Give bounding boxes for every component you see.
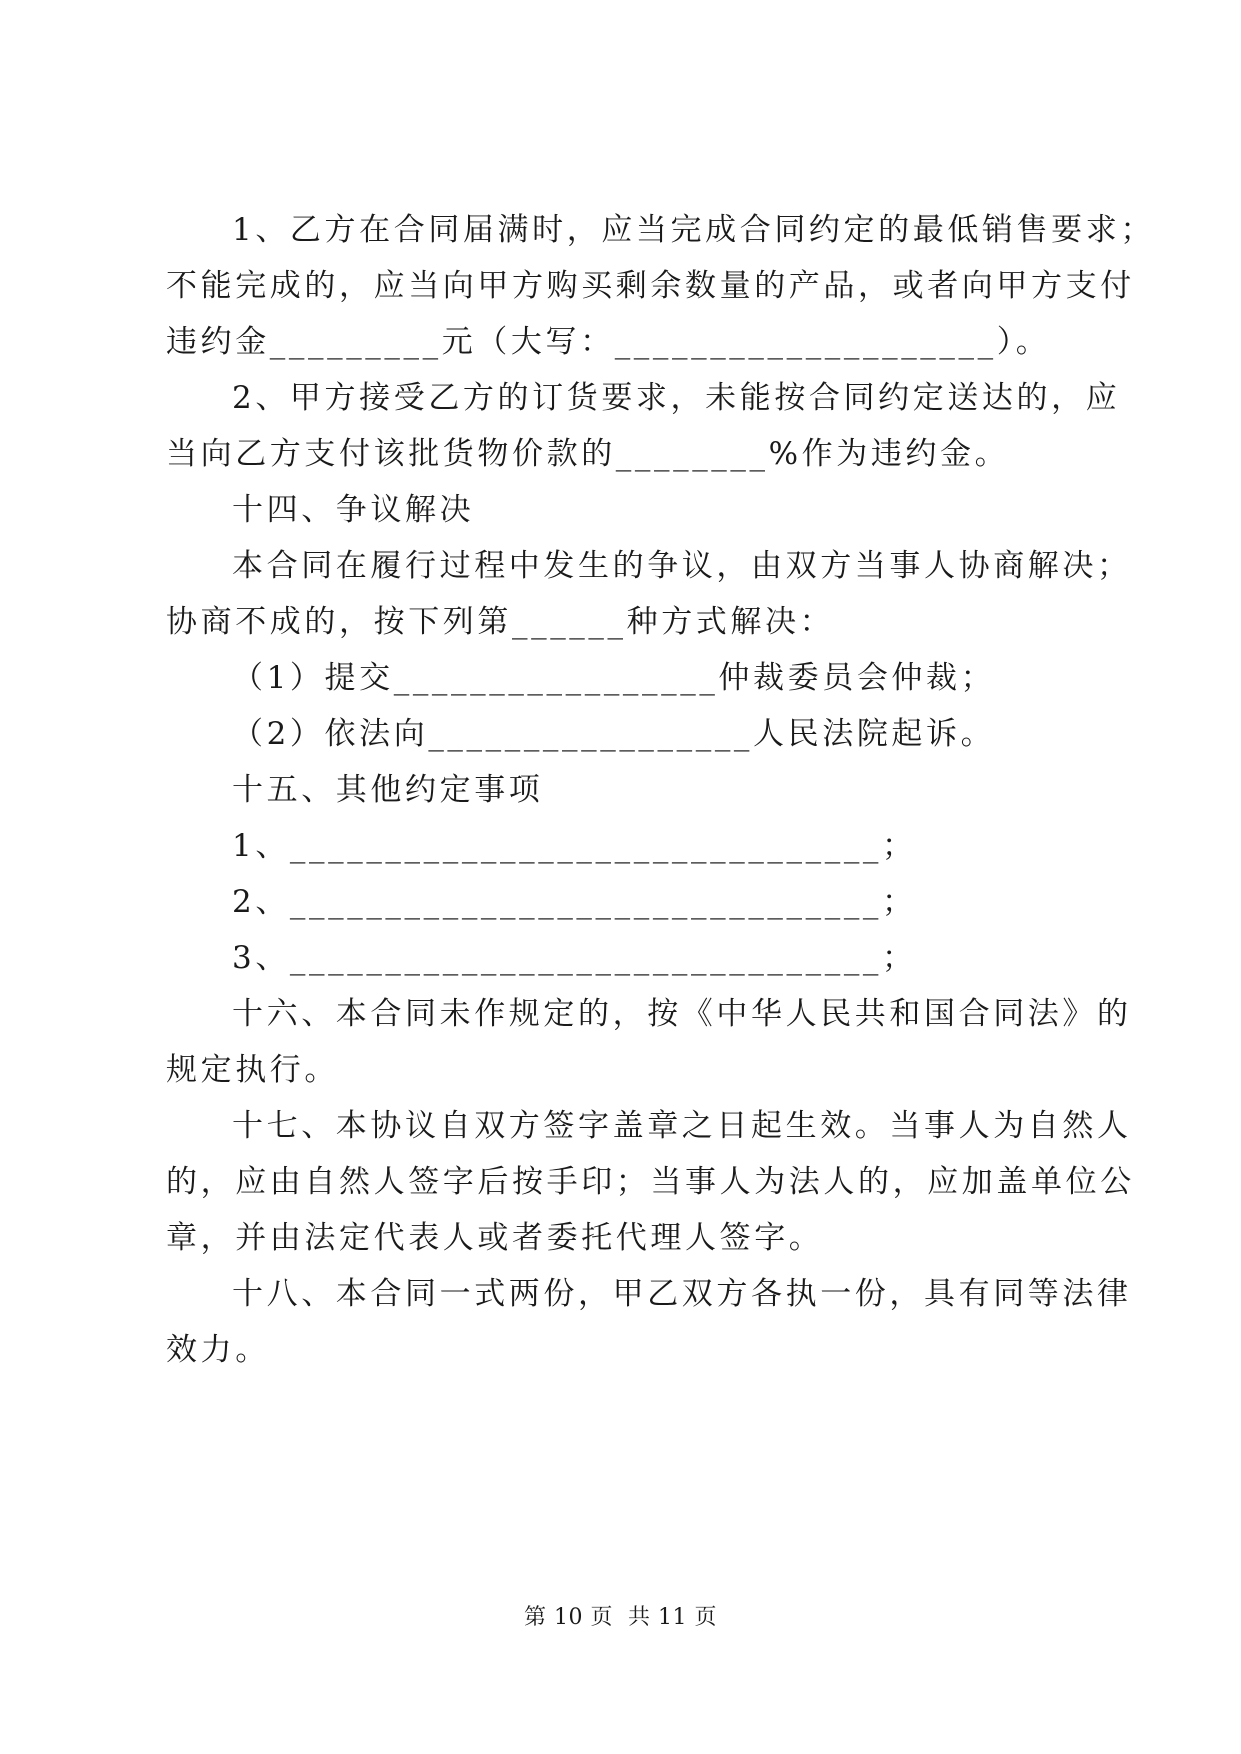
section-16-line-1: 十六、本合同未作规定的，按《中华人民共和国合同法》的 <box>232 996 1132 1032</box>
section-18-line-1: 十八、本合同一式两份，甲乙双方各执一份，具有同等法律 <box>232 1276 1132 1312</box>
section-17-line-3: 章，并由法定代表人或者委托代理人签字。 <box>166 1220 824 1256</box>
section-17-line-2: 的，应由自然人签字后按手印；当事人为法人的，应加盖单位公 <box>166 1164 1135 1200</box>
section-14-text-line-1: 本合同在履行过程中发生的争议，由双方当事人协商解决； <box>232 548 1132 584</box>
section-15-heading: 十五、其他约定事项 <box>232 772 544 808</box>
clause-13-item-2-line-1: 2、甲方接受乙方的订货要求，未能按合同约定送达的，应 <box>232 380 1121 416</box>
section-14-option-2: （2）依法向_________________人民法院起诉。 <box>232 716 996 752</box>
clause-13-item-2-line-2: 当向乙方支付该批货物价款的________%作为违约金。 <box>166 436 1010 472</box>
section-18-line-2: 效力。 <box>166 1332 270 1368</box>
section-14-heading: 十四、争议解决 <box>232 492 475 528</box>
section-15-item-2: 2、_______________________________； <box>232 884 917 920</box>
section-15-item-3: 3、_______________________________； <box>232 940 917 976</box>
section-14-option-1: （1）提交_________________仲裁委员会仲裁； <box>232 660 996 696</box>
clause-13-item-1-line-3: 违约金_________元（大写：____________________）。 <box>166 324 1051 360</box>
clause-13-item-1-line-2: 不能完成的，应当向甲方购买剩余数量的产品，或者向甲方支付 <box>166 268 1135 304</box>
section-17-line-1: 十七、本协议自双方签字盖章之日起生效。当事人为自然人 <box>232 1108 1132 1144</box>
clause-13-item-1-line-1: 1、乙方在合同届满时，应当完成合同约定的最低销售要求； <box>232 212 1155 248</box>
page-number-footer: 第 10 页 共 11 页 <box>524 1605 717 1630</box>
section-16-line-2: 规定执行。 <box>166 1052 339 1088</box>
section-15-item-1: 1、_______________________________； <box>232 828 917 864</box>
section-14-text-line-2: 协商不成的，按下列第______种方式解决： <box>166 604 835 640</box>
